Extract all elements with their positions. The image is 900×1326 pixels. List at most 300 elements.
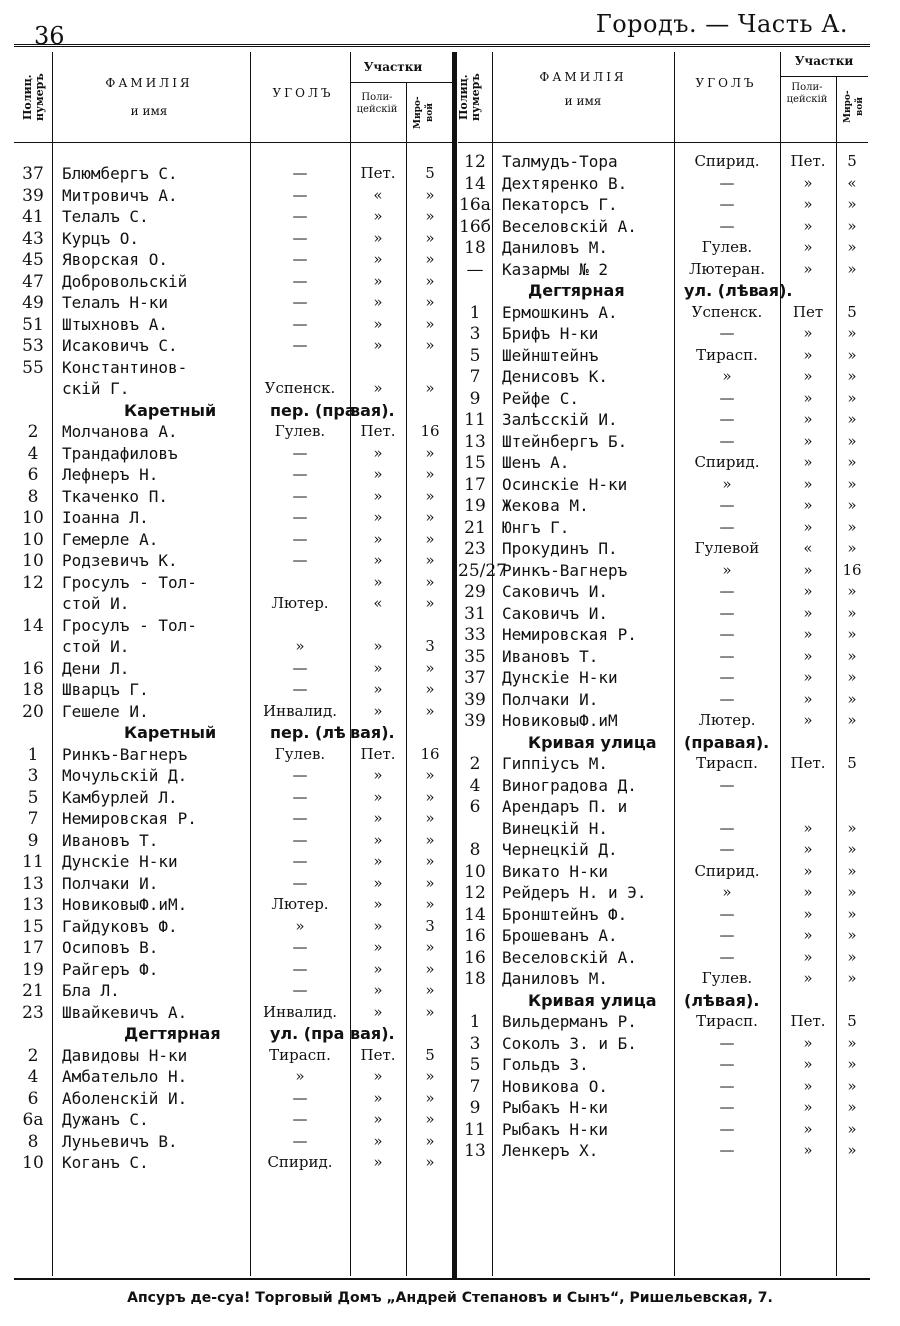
header-name-sub: и имя [130,104,168,118]
table-row [14,981,454,1003]
table-row [14,960,454,982]
cell-corner: Лютер. [271,594,329,612]
cell-name: Соколъ З. и Б. [502,1033,637,1053]
cell-pol: » [803,388,813,407]
cell-corner: ул. (пра [270,1024,345,1043]
cell-corner: — [719,603,735,622]
cell-name: Добровольскій [62,271,188,291]
cell-pol: » [373,250,383,268]
cell-name: Константинов- [62,357,188,377]
cell-corner: — [719,1119,735,1138]
cell-name: Немировская Р. [62,809,197,828]
cell-corner: — [292,508,308,526]
cell-mir: » [425,465,435,483]
cell-corner: — [292,1131,308,1150]
cell-pol: Пет. [790,754,826,772]
cell-corner: — [719,1033,735,1052]
col-divider [406,82,407,142]
table-row [14,852,454,874]
table-row [458,905,868,927]
cell-mir: » [425,895,435,913]
cell-name: Дегтярная [124,1024,221,1043]
cell-corner: — [292,314,308,333]
cell-mir: » [425,314,435,333]
cell-pol: » [373,486,383,505]
cell-num: 16б [459,216,491,237]
table-row [458,690,868,712]
cell-pol: » [803,926,813,944]
table-row [458,1077,868,1099]
cell-name: Гайдуковъ Ф. [62,916,178,936]
cell-mir: » [425,787,435,806]
cell-num: 21 [22,981,44,1001]
cell-name: Саковичъ И. [502,603,608,623]
col-divider [350,52,351,142]
cell-corner: » [295,1067,305,1085]
cell-corner: Спирид. [694,152,760,170]
cell-mir: » [425,293,435,311]
cell-pol: вая). [350,400,395,420]
cell-pol: » [803,517,813,536]
cell-num: 12 [464,152,486,172]
cell-corner: » [295,637,305,655]
cell-num: 9 [469,1098,481,1118]
cell-mir: » [847,969,857,987]
cell-name: Ленкеръ Х. [502,1141,599,1160]
table-row [14,272,454,294]
cell-corner: — [719,496,735,514]
table-row [14,164,454,186]
table-row [14,745,454,767]
cell-mir: » [425,701,435,720]
cell-num: 2 [469,754,481,774]
cell-corner: — [292,959,308,978]
cell-pol: » [803,453,813,471]
cell-name: Молчанова А. [62,422,178,441]
cell-corner: — [719,904,735,923]
cell-corner: — [719,582,735,600]
cell-num: 3 [27,766,39,786]
cell-num: 21 [464,517,486,538]
cell-name: Мочульскій Д. [62,766,188,785]
cell-num: 25/27 [458,560,507,581]
cell-pol: » [803,410,813,428]
cell-pol: » [373,228,383,247]
cell-num: 12 [22,572,44,593]
cell-name: Немировская Р. [502,625,637,644]
table-row [458,410,868,432]
cell-pol: » [373,293,383,311]
cell-num: 10 [22,1153,44,1173]
cell-mir: » [425,207,435,225]
right-header [458,52,868,143]
table-row [458,152,868,174]
cell-mir: » [425,938,435,956]
cell-pol: » [373,1067,383,1085]
footer-advertisement: Апсуръ де-суа! Торговый Домъ „Андрей Степановъ и Сынъ“, Ришельевская, 7. [127,1290,773,1306]
cell-corner: Спирид. [694,453,760,471]
cell-name: Полчаки И. [62,873,159,893]
cell-name: Лефнеръ Н. [62,465,159,484]
cell-pol: » [803,1119,813,1138]
cell-name: Ермошкинъ А. [502,302,618,322]
header-name-sub: и имя [564,94,602,108]
cell-corner: пер. (пра [270,400,356,420]
cell-mir: » [847,668,857,686]
cell-num: 2 [27,422,39,442]
cell-mir: » [425,680,435,698]
cell-mir: » [847,367,857,385]
cell-name: Гросулъ - Тол- [62,572,197,592]
cell-pol: » [373,981,383,999]
table-row [458,561,868,583]
cell-pol: » [803,238,813,256]
cell-corner: Успенск. [264,379,336,397]
cell-pol: » [803,259,813,278]
table-row [458,604,868,626]
cell-name: Дунскіе Н-ки [502,668,618,687]
cell-mir: 5 [847,302,857,321]
header-police: Поли- цейскій [786,82,828,105]
cell-num: 1 [27,744,39,765]
cell-mir: » [847,603,857,622]
cell-mir: » [847,1119,857,1138]
cell-name: Каретный [124,400,217,420]
cell-name: Штыхновъ А. [62,314,168,334]
cell-corner: — [719,431,735,450]
table-row [14,831,454,853]
header-districts: Участки [363,60,423,74]
col-divider [52,52,53,142]
table-row [14,315,454,337]
cell-num: 16 [464,926,486,946]
cell-num: 10 [22,529,44,550]
table-row [458,819,868,841]
cell-pol: Пет. [360,1045,396,1064]
cell-num: 5 [27,787,39,808]
cell-name: Гешеле И. [62,701,149,721]
cell-pol: » [373,658,383,677]
cell-pol: » [803,474,813,493]
cell-mir: » [847,324,857,342]
cell-mir: » [425,1131,435,1150]
cell-corner: — [292,787,308,806]
cell-name: Швайкевичъ А. [62,1002,188,1022]
table-row [458,1012,868,1034]
table-row [458,346,868,368]
cell-corner: — [719,818,735,837]
cell-num: 35 [464,646,486,667]
cell-mir: » [425,1153,435,1171]
table-row [14,551,454,573]
cell-num: 39 [464,689,486,710]
table-row [14,379,454,401]
cell-pol: » [803,689,813,708]
cell-name: Камбурлей Л. [62,787,178,807]
cell-pol: » [803,1076,813,1095]
cell-name: Чернецкій Д. [502,840,618,859]
cell-num: 14 [464,173,486,194]
cell-corner: — [292,830,308,849]
cell-name: Рыбакъ Н-ки [502,1119,608,1139]
cell-name: Жекова М. [502,496,589,515]
cell-num: 10 [464,861,486,882]
cell-pol: » [373,271,383,290]
cell-num: 11 [22,852,44,872]
cell-pol: » [373,443,383,462]
table-row [14,207,454,229]
cell-name: Брифъ Н-ки [502,324,599,343]
cell-mir: » [847,238,857,256]
cell-name: Казармы № 2 [502,259,608,279]
cell-pol: » [803,1033,813,1052]
cell-pol: » [373,916,383,935]
cell-name: Яворская О. [62,250,168,269]
cell-name: Даниловъ М. [502,238,608,257]
cell-corner: Спирид. [694,861,760,880]
cell-num: 49 [22,293,44,313]
cell-name: Юнгъ Г. [502,517,570,537]
cell-corner: Гулев. [701,969,753,987]
cell-pol: » [373,637,383,655]
cell-corner: — [292,228,308,247]
table-row [458,217,868,239]
cell-name: Вильдерманъ Р. [502,1012,637,1031]
cell-num: 16 [22,658,44,679]
table-row [458,518,868,540]
table-row [458,926,868,948]
cell-corner: — [292,529,308,548]
cell-corner: Гулевой [694,539,760,557]
cell-num: 18 [464,238,486,258]
cell-corner: » [722,474,732,493]
cell-corner: — [292,486,308,505]
cell-num: 8 [27,1131,39,1152]
cell-pol: « [373,185,383,204]
cell-corner: — [719,947,735,966]
cell-pol: » [373,852,383,870]
cell-pol: » [373,959,383,978]
table-row [14,680,454,702]
bottom-rule [14,1278,870,1280]
cell-num: 15 [464,453,486,473]
table-row [458,647,868,669]
cell-corner: — [719,173,735,192]
cell-corner: — [292,809,308,827]
cell-num: 13 [22,895,44,915]
cell-corner: (правая). [684,732,770,752]
table-row [458,389,868,411]
table-row [458,840,868,862]
cell-name: Штейнбергъ Б. [502,431,628,451]
table-row [14,1153,454,1175]
cell-mir: » [847,259,857,278]
cell-pol: » [373,465,383,483]
cell-corner: » [295,916,305,935]
cell-num: 5 [469,1055,481,1075]
cell-pol: » [373,1131,383,1150]
cell-mir: « [847,173,857,192]
cell-mir: » [847,216,857,235]
table-row [14,573,454,595]
cell-mir: » [847,582,857,600]
table-row [14,1110,454,1132]
table-row [458,776,868,798]
cell-name: Амбательло Н. [62,1067,188,1086]
cell-corner: Лютер. [698,711,756,729]
cell-pol: » [373,1153,383,1171]
cell-name: Бронштейнъ Ф. [502,904,628,924]
section-heading [458,281,868,303]
cell-mir: » [847,646,857,665]
cell-corner: Гулев. [274,422,326,440]
cell-corner: (лѣвая). [684,990,760,1010]
cell-mir: 5 [847,152,857,170]
table-row [14,487,454,509]
cell-corner: ул. (лѣв [684,281,759,300]
cell-num: 11 [464,1119,486,1140]
cell-name: Ивановъ Т. [62,830,159,850]
cell-pol: » [803,625,813,643]
cell-mir: » [847,947,857,966]
cell-pol: » [803,324,813,342]
header-peace: Миро- вой [843,90,865,124]
cell-corner: Лютеран. [688,259,766,278]
cell-name: Гемерле А. [62,529,159,549]
cell-name: Каретный [124,723,217,742]
col-divider [250,52,251,142]
cell-pol: вая). [350,1024,395,1043]
cell-corner: Инвалид. [263,701,337,720]
cell-corner: пер. (лѣ [270,723,346,742]
running-head: Городъ. — Часть А. [595,10,848,38]
cell-pol: Пет. [790,1012,826,1030]
cell-name: Давидовы Н-ки [62,1045,188,1065]
cell-num: 1 [469,302,481,323]
cell-name: Винецкій Н. [502,818,608,838]
cell-mir: » [847,474,857,493]
cell-pol: » [373,314,383,333]
cell-mir: » [425,981,435,999]
cell-pol: » [803,1141,813,1159]
table-row [14,358,454,380]
cell-pol: » [373,551,383,569]
cell-name: Талмудъ-Тора [502,152,618,171]
cell-pol: » [803,560,813,579]
cell-name: Ткаченко П. [62,486,168,506]
cell-corner: — [719,1141,735,1159]
cell-mir: » [847,1033,857,1052]
cell-mir: » [425,766,435,784]
cell-pol: » [373,336,383,354]
cell-num: 17 [22,938,44,958]
cell-name: Брошеванъ А. [502,926,618,945]
cell-corner: — [292,766,308,784]
table-row [458,969,868,991]
header-name: ФАМИЛІЯ [539,70,627,84]
cell-num: 47 [22,271,44,292]
cell-mir: » [425,486,435,505]
cell-corner: — [719,625,735,643]
cell-pol: » [803,818,813,837]
table-row [14,1067,454,1089]
cell-pol: » [373,207,383,225]
table-row [14,444,454,466]
col-divider [674,52,675,142]
cell-pol: » [803,969,813,987]
table-row [14,530,454,552]
cell-num: 8 [27,486,39,507]
cell-corner: — [292,293,308,311]
table-row [14,422,454,444]
cell-pol: « [373,594,383,612]
cell-corner: — [292,336,308,354]
cell-corner: — [292,207,308,225]
cell-name: Шейнштейнъ [502,345,599,365]
cell-pol: « [803,539,813,557]
table-row [458,668,868,690]
cell-pol: вая). [350,723,395,742]
cell-pol: » [373,895,383,913]
cell-num: 14 [464,904,486,925]
cell-pol: » [373,1088,383,1107]
cell-name: Виноградова Д. [502,775,637,795]
cell-pol: » [803,1055,813,1073]
cell-corner: Тирасп. [696,1012,758,1030]
section-heading [14,723,454,745]
cell-num: 19 [22,959,44,980]
cell-num: 3 [469,1033,481,1054]
cell-name: Пекаторсъ Г. [502,195,618,214]
table-row [14,293,454,315]
section-heading [14,401,454,423]
cell-mir: » [425,271,435,290]
cell-corner: — [719,195,735,213]
cell-name: Ринкъ-Вагнеръ [502,560,628,580]
header-corner: УГОЛЪ [272,86,334,100]
table-row [458,1098,868,1120]
cell-pol: » [803,1098,813,1116]
cell-corner: — [292,1110,308,1128]
cell-name: Аболенскій И. [62,1088,188,1108]
cell-corner: — [292,981,308,999]
header-police: Поли- цейскій [356,92,398,115]
cell-name: Ринкъ-Вагнеръ [62,744,188,764]
table-row [14,874,454,896]
cell-name: Телалъ С. [62,207,149,226]
cell-pol: Пет. [360,422,396,440]
cell-num: 37 [464,668,486,688]
cell-corner: — [719,689,735,708]
table-row [458,754,868,776]
cell-pol: » [803,582,813,600]
table-row [458,324,868,346]
cell-name: Курцъ О. [62,228,140,248]
table-row [14,659,454,681]
cell-num: 20 [22,701,44,722]
table-row [14,186,454,208]
cell-num: 39 [464,711,486,731]
cell-name: Шварцъ Г. [62,680,149,699]
section-heading [458,733,868,755]
cell-name: Кривая улица [528,990,657,1010]
cell-num: 13 [464,1141,486,1161]
cell-num: 16а [459,195,491,215]
cell-pol: » [803,173,813,192]
section-heading [458,991,868,1013]
cell-corner: — [292,185,308,204]
cell-corner: Спирид. [267,1153,333,1171]
